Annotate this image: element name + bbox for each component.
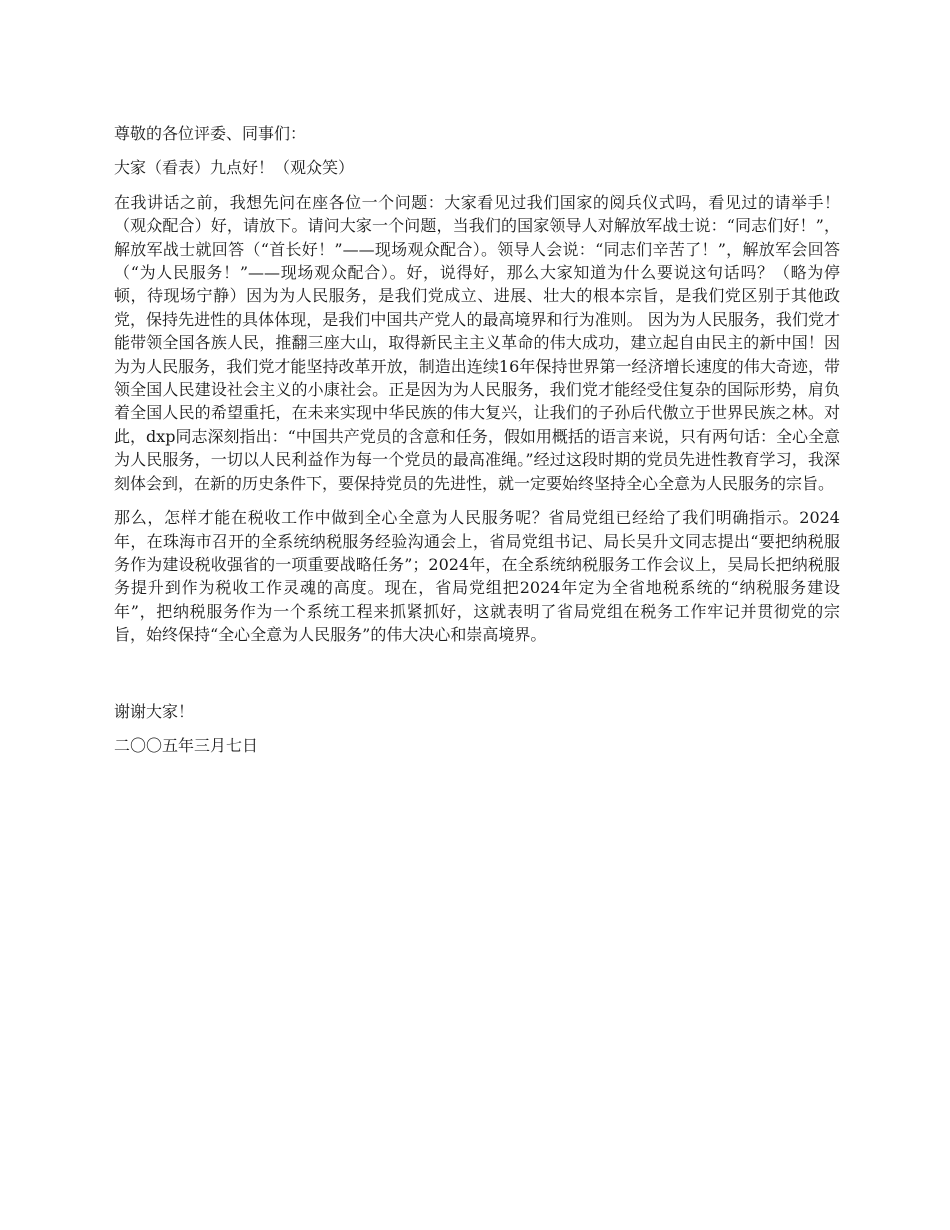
body-paragraph-2: 那么，怎样才能在税收工作中做到全心全意为人民服务呢？省局党组已经给了我们明确指示。2024年，在珠海市召开的全系统纳税服务经验沟通会上，省局党组书记、局长吴升文同志提出“要把纳税服务作为建设税收强省的一项重要战略任务”；2024年，在全系统纳税服务工作会议上，吴局长把纳税服务提升到作为税收工作灵魂的高度。现在，省局党组把2024年定为全省地税系统的“纳税服务建设年”，把纳税服务作为一个系统工程来抓紧抓好，这就表明了省局党组在税务工作牢记并贯彻党的宗旨，始终保持“全心全意为人民服务”的伟大决心和崇高境界。 <box>114 508 840 645</box>
blank-space <box>114 658 840 700</box>
document-page <box>114 122 840 768</box>
salutation: 尊敬的各位评委、同事们： <box>114 124 307 143</box>
body-paragraph-1: 在我讲话之前，我想先问在座各位一个问题：大家看见过我们国家的阅兵仪式吗，看见过的请举手！（观众配合）好，请放下。请问大家一个问题，当我们的国家领导人对解放军战士说：“同志们好！”，解放军战士就回答（“首长好！”——现场观众配合）。领导人会说：“同志们辛苦了！”，解放军会回答（“为人民服务！”——现场观众配合）。好，说得好，那么大家知道为什么要说这句话吗？（略为停顿，待现场宁静）因为为人民服务，是我们党成立、进展、壮大的根本宗旨，是我们党区别于其他政党，保持先进性的具体体现，是我们中国共产党人的最高境界和行为准则。 因为为人民服务，我们党才能带领全国各族人民，推翻三座大山，取得新民主主义革命的伟大成功，建立起自由民主的新中国！因为为人民服务，我们党才能坚持改革开放，制造出连续16年保持世界第一经济增长速度的伟大奇迹，带领全国人民建设社会主义的小康社会。正是因为为人民服务，我们党才能经受住复杂的国际形势，肩负着全国人民的希望重托，在未来实现中华民族的伟大复兴，让我们的子孙后代傲立于世界民族之林。对此，dxp同志深刻指出：“中国共产党员的含意和任务，假如用概括的语言来说，只有两句话：全心全意为人民服务，一切以人民利益作为每一个党员的最高准绳。”经过这段时期的党员先进性教育学习，我深刻体会到，在新的历史条件下，要保持党员的先进性，就一定要始终坚持全心全意为人民服务的宗旨。 <box>114 192 840 493</box>
document-date: 二〇〇五年三月七日 <box>114 735 259 755</box>
greeting: 大家（看表）九点好！（观众笑） <box>114 158 355 178</box>
closing-thanks: 谢谢大家！ <box>114 701 195 721</box>
